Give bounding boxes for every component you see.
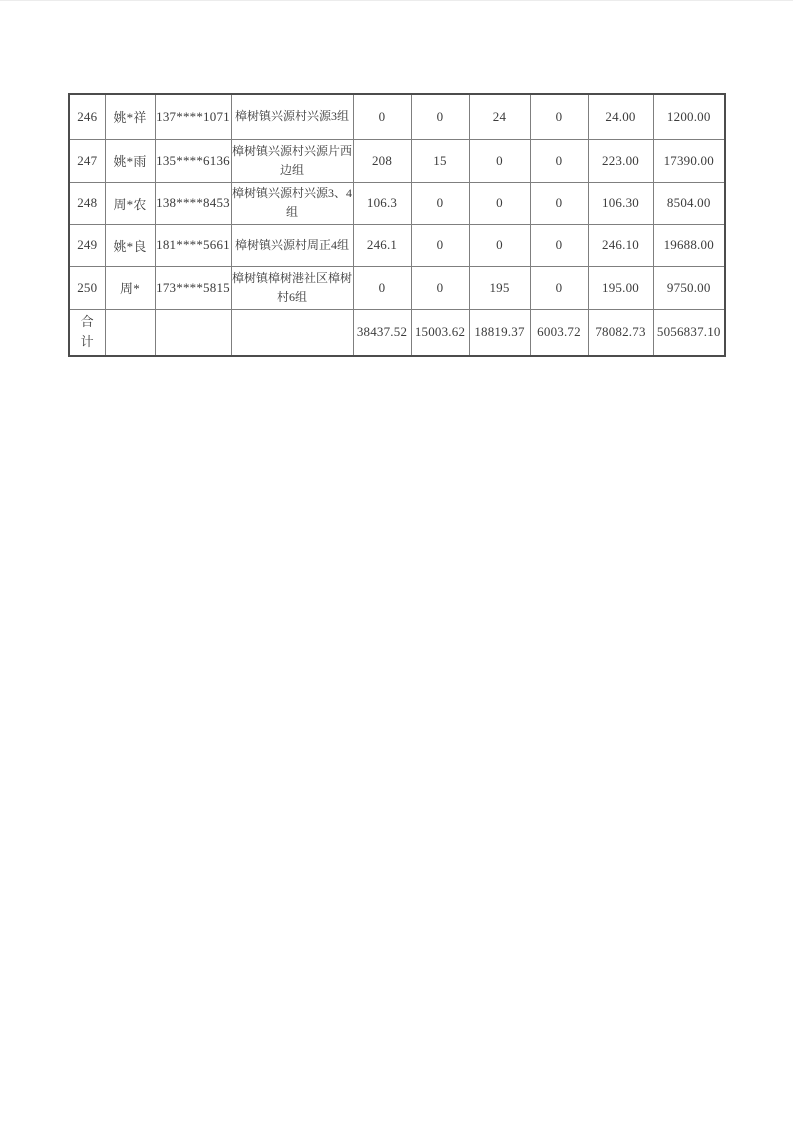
address-text: 樟树镇兴源村兴源片西边组	[231, 143, 352, 177]
value-cell: 106.3	[353, 182, 411, 224]
value-cell: 0	[411, 182, 469, 224]
value-cell: 246.1	[353, 224, 411, 266]
address-text: 樟树镇兴源村兴源3、4组	[231, 186, 352, 219]
name-cell: 周*	[105, 266, 155, 309]
total-value-cell: 15003.62	[411, 309, 469, 356]
empty-cell	[155, 309, 231, 356]
row-number-cell: 247	[69, 139, 105, 182]
total-row	[69, 309, 725, 356]
row-number-cell: 250	[69, 266, 105, 309]
name-cell: 姚*雨	[105, 139, 155, 182]
phone-cell: 181****5661	[155, 224, 231, 266]
value-cell: 0	[353, 266, 411, 309]
value-cell: 0	[530, 224, 588, 266]
value-cell: 223.00	[588, 139, 653, 182]
value-cell: 246.10	[588, 224, 653, 266]
phone-cell: 135****6136	[155, 139, 231, 182]
empty-cell	[231, 309, 353, 356]
value-cell: 0	[469, 139, 530, 182]
phone-cell: 138****8453	[155, 182, 231, 224]
value-cell: 0	[411, 94, 469, 139]
address-cell	[231, 182, 353, 224]
value-cell: 24	[469, 94, 530, 139]
name-cell: 姚*祥	[105, 94, 155, 139]
table-row	[69, 94, 725, 139]
table-row	[69, 266, 725, 309]
value-cell: 195.00	[588, 266, 653, 309]
value-cell: 195	[469, 266, 530, 309]
address-cell	[231, 94, 353, 139]
value-cell: 0	[530, 94, 588, 139]
name-cell: 周*农	[105, 182, 155, 224]
total-value-cell: 6003.72	[530, 309, 588, 356]
value-cell: 24.00	[588, 94, 653, 139]
value-cell: 208	[353, 139, 411, 182]
table-row	[69, 139, 725, 182]
total-value-cell: 5056837.10	[653, 309, 725, 356]
value-cell: 9750.00	[653, 266, 725, 309]
name-cell: 姚*良	[105, 224, 155, 266]
value-cell: 0	[469, 224, 530, 266]
address-text: 樟树镇樟树港社区樟树村6组	[231, 270, 352, 304]
total-value-cell: 78082.73	[588, 309, 653, 356]
value-cell: 0	[411, 224, 469, 266]
total-label-cell	[69, 309, 105, 356]
empty-cell	[105, 309, 155, 356]
row-number-cell: 248	[69, 182, 105, 224]
row-number-cell: 249	[69, 224, 105, 266]
value-cell: 0	[411, 266, 469, 309]
address-cell	[231, 224, 353, 266]
value-cell: 15	[411, 139, 469, 182]
table-row	[69, 182, 725, 224]
value-cell: 0	[353, 94, 411, 139]
total-label: 合计	[80, 314, 94, 350]
row-number-cell: 246	[69, 94, 105, 139]
value-cell: 8504.00	[653, 182, 725, 224]
total-value-cell: 38437.52	[353, 309, 411, 356]
value-cell: 0	[530, 266, 588, 309]
address-cell	[231, 266, 353, 309]
table-row	[69, 224, 725, 266]
address-text: 樟树镇兴源村周正4组	[234, 237, 349, 252]
value-cell: 0	[530, 139, 588, 182]
phone-cell: 137****1071	[155, 94, 231, 139]
value-cell: 1200.00	[653, 94, 725, 139]
value-cell: 106.30	[588, 182, 653, 224]
address-text: 樟树镇兴源村兴源3组	[234, 109, 349, 124]
phone-cell: 173****5815	[155, 266, 231, 309]
payment-table	[68, 93, 726, 357]
value-cell: 0	[530, 182, 588, 224]
total-value-cell: 18819.37	[469, 309, 530, 356]
address-cell	[231, 139, 353, 182]
value-cell: 19688.00	[653, 224, 725, 266]
value-cell: 17390.00	[653, 139, 725, 182]
value-cell: 0	[469, 182, 530, 224]
